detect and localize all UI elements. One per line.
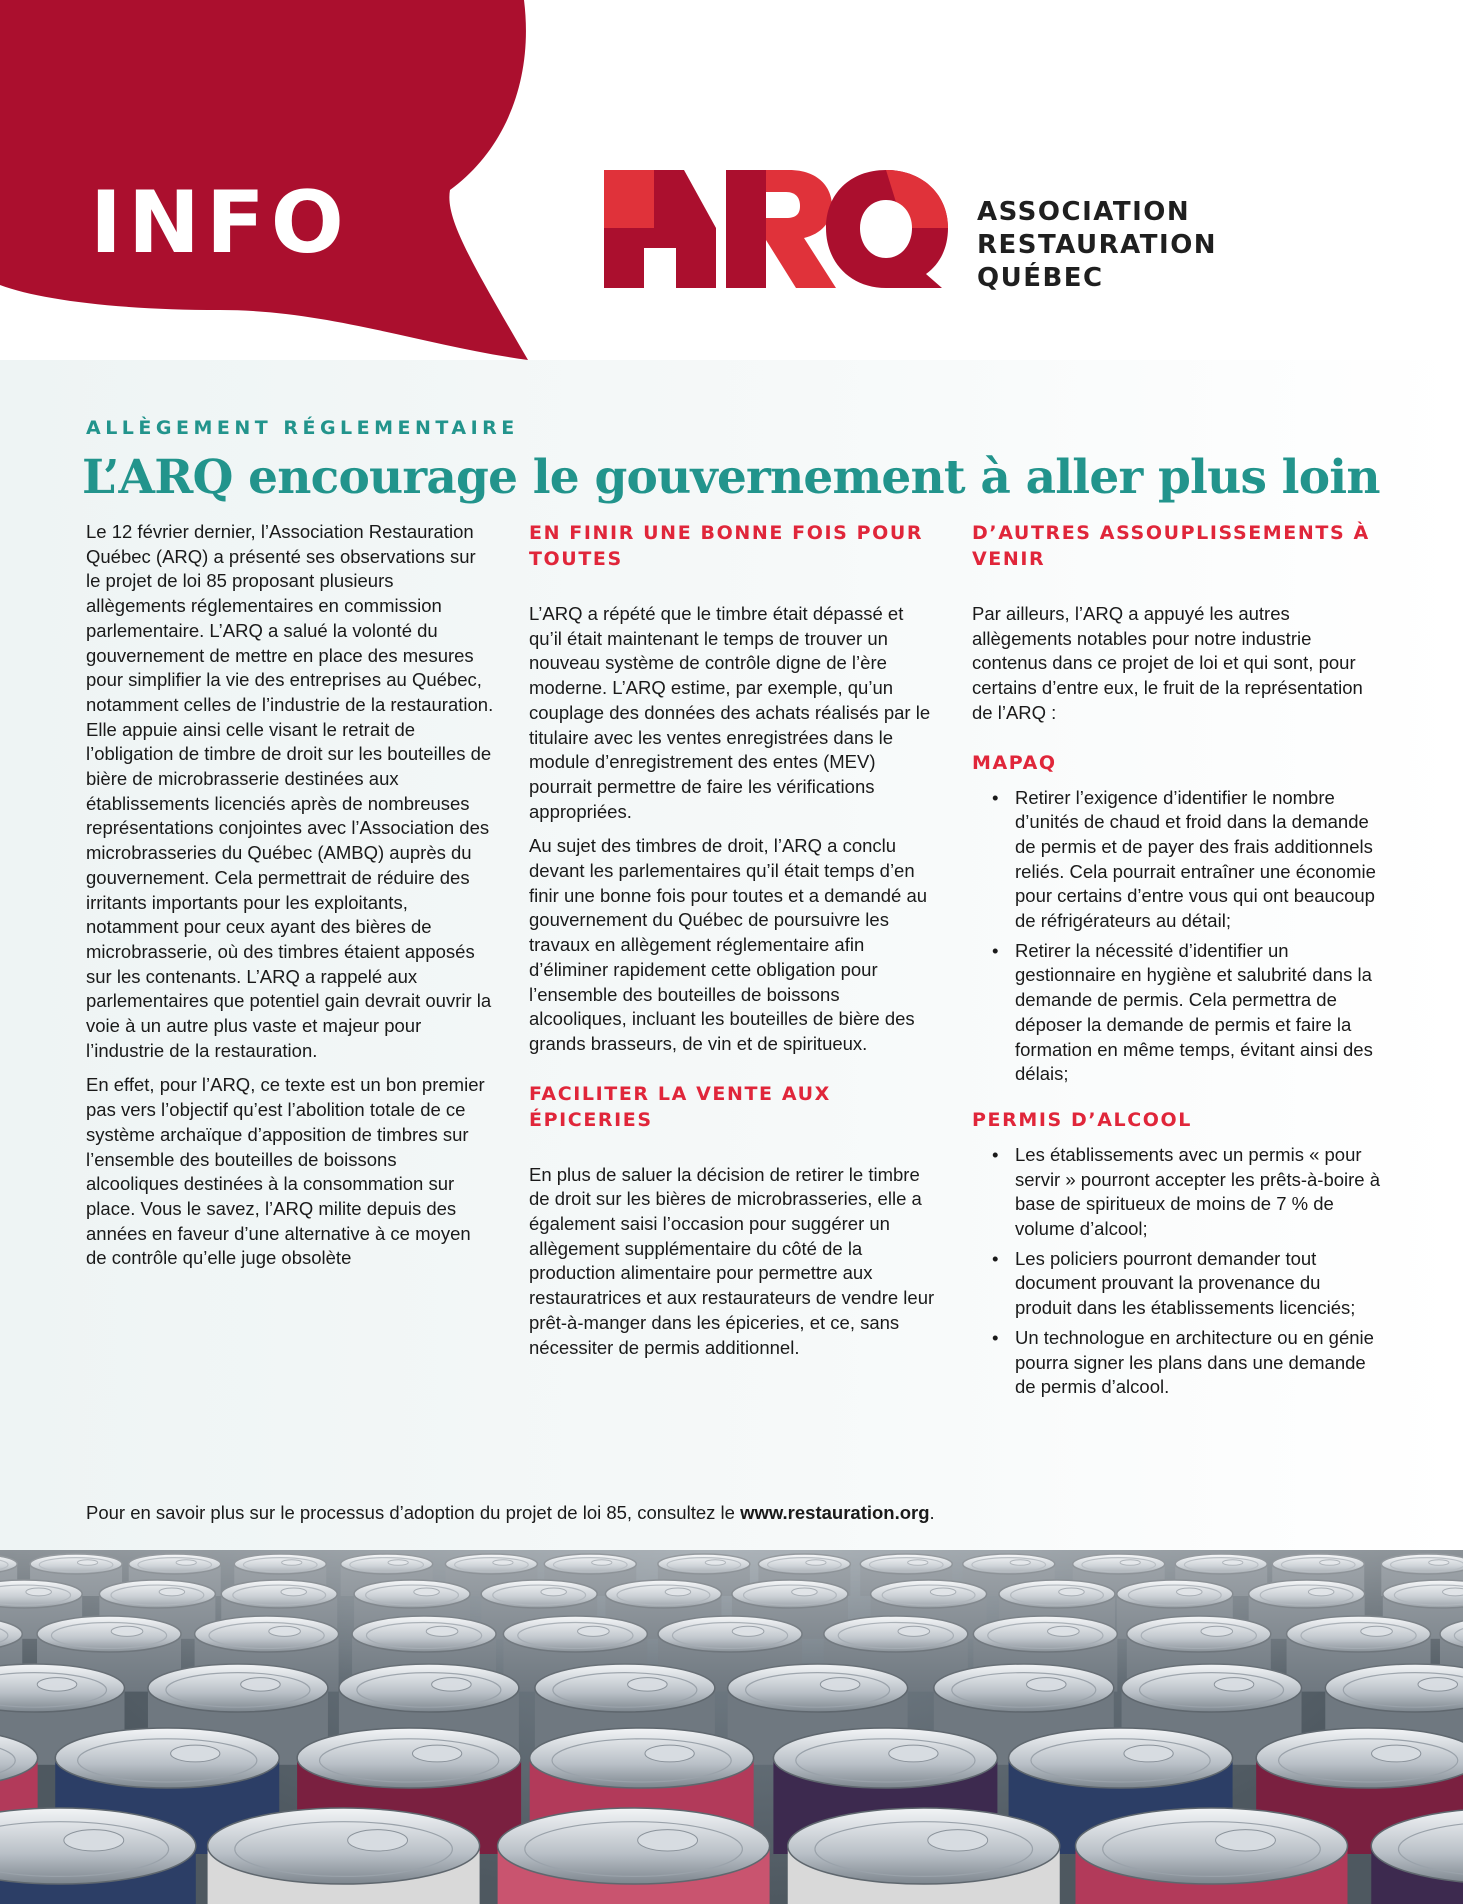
list-item: • Les policiers pourront demander tout document prouvant la provenance du produit dans les établissements licenciés;: [992, 1247, 1356, 1319]
section-heading-permis-alcool: PERMIS D’ALCOOL: [972, 1108, 1192, 1131]
footer-note: Pour en savoir plus sur le processus d’adoption du projet de loi 85, consultez le www.restauration.org.: [86, 1502, 935, 1523]
column-3: [972, 520, 1382, 1406]
column-1: [86, 520, 494, 1281]
mapaq-list: [972, 786, 1382, 1087]
column-2: [529, 520, 939, 1370]
section-heading-faciliter: FACILITER LA VENTE AUX ÉPICERIES: [529, 1082, 831, 1131]
beverage-cans-photo: [0, 1550, 1463, 1904]
list-item: • Les établissements avec un permis « pour servir » pourront accepter les prêts-à-boire à base de spiritueux de moins de 7 % de volume d’alcool;: [992, 1143, 1381, 1240]
arq-logo-mark: [604, 170, 948, 288]
logo-line-1: ASSOCIATION: [977, 197, 1191, 227]
article-body: [0, 360, 1463, 1550]
col3-paragraph-1: Par ailleurs, l’ARQ a appuyé les autres allègements notables pour notre industrie contenus dans ce projet de loi et qui sont, pour certains d’entre eux, le fruit de la représentation de l’ARQ :: [972, 603, 1363, 723]
col2-paragraph-3: En plus de saluer la décision de retirer le timbre de droit sur les bières de microbrasseries, elle a également saisi l’occasion pour suggérer un allègement supplémentaire du côté de la production alimentaire pour permettre aux restauratrices et aux restaurateurs de vendre leur prêt-à-manger dans les épiceries, et ce, sans nécessiter de permis additionnel.: [529, 1163, 935, 1358]
page-header: [0, 0, 1463, 360]
col1-paragraph-2: En effet, pour l’ARQ, ce texte est un bon premier pas vers l’objectif qu’est l’abolition totale de ce système archaïque d’apposition de timbres sur l’ensemble des bouteilles de boissons alcooliques destinées à la consommation sur place. Vous le savez, l’ARQ milite depuis des années en faveur d’une alternative à ce moyen de contrôle qu’elle juge obsolète: [86, 1074, 485, 1269]
section-heading-assouplissements: D’AUTRES ASSOUPLISSEMENTS À VENIR: [972, 522, 1370, 570]
section-heading-mapaq: MAPAQ: [972, 751, 1057, 774]
info-label: INFO: [90, 173, 350, 273]
col2-paragraph-1: L’ARQ a répété que le timbre était dépassé et qu’il était maintenant le temps de trouver un nouveau système de contrôle digne de l’ère moderne. L’ARQ estime, par exemple, qu’un couplage des données des achats réalisés par le titulaire avec les ventes enregistrées dans le module d’enregistrement des entes (MEV) pourrait permettre de faire les vérifications appropriées.: [529, 603, 931, 822]
list-item: • Un technologue en architecture ou en génie pourra signer les plans dans une demande de permis d’alcool.: [992, 1326, 1374, 1398]
col2-paragraph-2: Au sujet des timbres de droit, l’ARQ a conclu devant les parlementaires qu’il était temps d’en finir une bonne fois pour toutes et a demandé au gouvernement du Québec de poursuivre les travaux en allègement réglementaire afin d’éliminer rapidement cette obligation pour l’ensemble des bouteilles de boissons alcooliques, incluant les bouteilles de bière des grands brasseurs, de vin et de spiritueux.: [529, 835, 928, 1054]
list-item: • Retirer l’exigence d’identifier le nombre d’unités de chaud et froid dans la demande de permis et de payer des frais additionnels reliés. Cela pourrait entraîner une économie pour certains d’entre vous qui ont beaucoup de réfrigérateurs au détail;: [992, 786, 1376, 932]
logo-wordmark: [977, 196, 1217, 295]
website-link[interactable]: www.restauration.org: [740, 1502, 930, 1523]
list-item: • Retirer la nécessité d’identifier un gestionnaire en hygiène et salubrité dans la demande de permis. Cela permettra de déposer la demande de permis et faire la formation en même temps, évitant ainsi des délais;: [992, 939, 1373, 1085]
col1-paragraph-1: Le 12 février dernier, l’Association Restauration Québec (ARQ) a présenté ses observations sur le projet de loi 85 proposant plusieurs allègements réglementaires en commission parlementaire. L’ARQ a salué la volonté du gouvernement de mettre en place des mesures pour simplifier la vie des entreprises au Québec, notamment celles de l’industrie de la restauration. Elle appuie ainsi celle visant le retrait de l’obligation de timbre de droit sur les bouteilles de bière de microbrasserie destinées aux établissements licenciés après de nombreuses représentations conjointes avec l’Association des microbrasseries du Québec (AMBQ) auprès du gouvernement. Cela permettrait de réduire des irritants importants pour les exploitants, notamment pour ceux ayant des bières de microbrasserie, où des timbres étaient apposés sur les contenants. L’ARQ a rappelé aux parlementaires que potentiel gain devrait ouvrir la voie à un autre plus vaste et majeur pour l’industrie de la restauration.: [86, 521, 494, 1061]
section-heading-en-finir: EN FINIR UNE BONNE FOIS POUR TOUTES: [529, 522, 924, 570]
article-title: L’ARQ encourage le gouvernement à aller plus loin: [82, 450, 1380, 505]
logo-line-2: RESTAURATION: [977, 230, 1218, 260]
article-kicker: ALLÈGEMENT RÉGLEMENTAIRE: [86, 417, 519, 439]
logo-line-3: QUÉBEC: [977, 263, 1104, 293]
permis-alcool-list: [972, 1143, 1382, 1400]
